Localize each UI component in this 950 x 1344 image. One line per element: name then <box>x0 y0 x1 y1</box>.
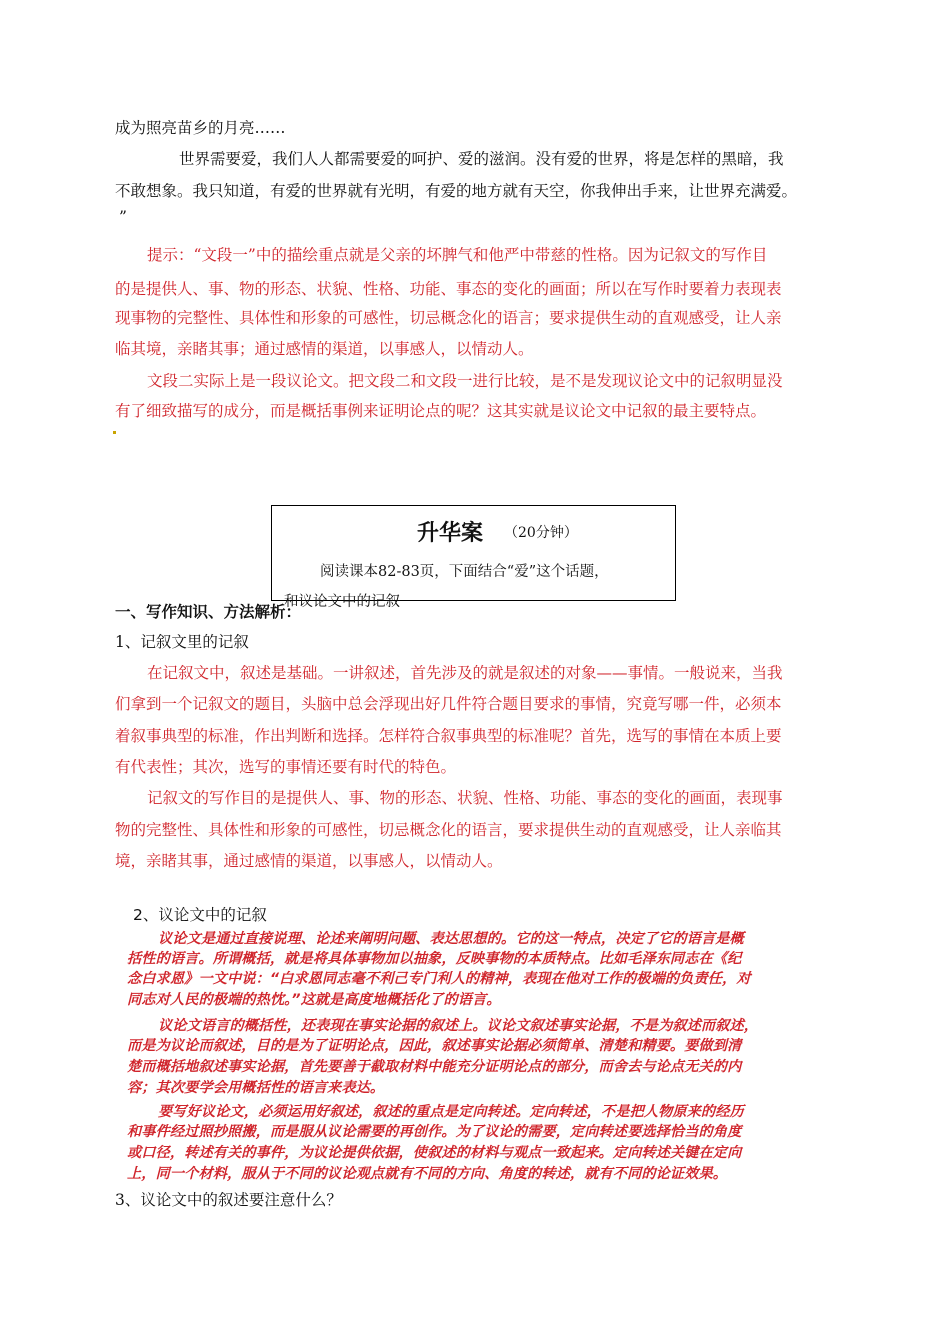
item-heading: 3、议论文中的叙述要注意什么？ <box>115 1191 342 1209</box>
handwritten-line: 议论文语言的概括性，还表现在事实论据的叙述上。议论文叙述事实论据，不是为叙述而叙述， <box>158 1018 759 1034</box>
paragraph-line: 着叙事典型的标准，作出判断和选择。怎样符合叙事典型的标准呢？首先，选写的事情在本质上要 <box>115 727 782 745</box>
box-title: 升华案 <box>417 521 484 546</box>
box-text: 阅读课本82-83页，下面结合“爱”这个话题， <box>320 564 609 580</box>
stray-mark <box>113 431 116 434</box>
intro-line: 成为照亮苗乡的月亮…… <box>115 119 286 137</box>
handwritten-line: 容；其次要学会用概括性的语言来表达。 <box>127 1080 385 1096</box>
hint-line: 有了细致描写的成分，而是概括事例来证明论点的呢？这其实就是议论文中记叙的最主要特点。 <box>115 402 767 420</box>
paragraph-line: 在记叙文中，叙述是基础。一讲叙述，首先涉及的就是叙述的对象——事情。一般说来，当我 <box>147 664 783 682</box>
intro-paragraph-line: ” <box>119 208 127 226</box>
item-heading: 1、记叙文里的记叙 <box>115 633 249 651</box>
paragraph-line: 们拿到一个记叙文的题目，头脑中总会浮现出好几件符合题目要求的事情，究竟写哪一件，必须本 <box>115 695 782 713</box>
intro-paragraph-line: 不敢想象。我只知道，有爱的世界就有光明，有爱的地方就有天空，你我伸出手来，让世界充满爱。 <box>115 182 798 200</box>
paragraph-line: 物的完整性、具体性和形象的可感性，切忌概念化的语言，要求提供生动的直观感受，让人亲临其 <box>115 821 782 839</box>
box-subtitle: （20分钟） <box>504 525 578 541</box>
paragraph-line: 记叙文的写作目的是提供人、事、物的形态、状貌、性格、功能、事态的变化的画面，表现事 <box>147 789 783 807</box>
hint-line: 临其境，亲睹其事；通过感情的渠道，以事感人，以情动人。 <box>115 340 534 358</box>
handwritten-line: 而是为议论而叙述，目的是为了证明论点，因此，叙述事实论据必须简单、清楚和精要。要做到清 <box>127 1038 742 1054</box>
handwritten-line: 上，同一个材料，服从于不同的议论观点就有不同的方向、角度的转述，就有不同的论证效果。 <box>127 1166 728 1182</box>
upgrade-box <box>271 505 676 610</box>
paragraph-line: 境，亲睹其事，通过感情的渠道，以事感人，以情动人。 <box>115 852 503 870</box>
paragraph-line: 有代表性；其次，选写的事情还要有时代的特色。 <box>115 758 457 776</box>
handwritten-line: 念白求恩》一文中说：“白求恩同志毫不利己专门利人的精神，表现在他对工作的极端的负责任，对 <box>127 971 751 987</box>
intro-paragraph-line: 世界需要爱，我们人人都需要爱的呵护、爱的滋润。没有爱的世界，将是怎样的黑暗，我 <box>179 150 784 168</box>
item-heading: 2、议论文中的记叙 <box>133 906 267 924</box>
handwritten-line: 括性的语言。所谓概括，就是将具体事物加以抽象，反映事物的本质特点。比如毛泽东同志在《纪 <box>127 951 742 967</box>
handwritten-line: 或口径，转述有关的事件，为议论提供依据，使叙述的材料与观点一致起来。定向转述关键在定向 <box>127 1145 742 1161</box>
box-cut-text: 和议论文中的记叙 <box>284 594 400 610</box>
hint-line: 的是提供人、事、物的形态、状貌、性格、功能、事态的变化的画面；所以在写作时要着力表现表 <box>115 280 782 298</box>
section-heading: 一、写作知识、方法解析： <box>115 603 302 621</box>
hint-line: 现事物的完整性、具体性和形象的可感性，切忌概念化的语言；要求提供生动的直观感受，让人亲 <box>115 309 782 327</box>
hint-line: 提示：“文段一”中的描绘重点就是父亲的坏脾气和他严中带慈的性格。因为记叙文的写作目 <box>147 246 768 264</box>
handwritten-line: 议论文是通过直接说理、论述来阐明问题、表达思想的。它的这一特点，决定了它的语言是概 <box>158 931 744 947</box>
handwritten-line: 楚而概括地叙述事实论据，首先要善于截取材料中能充分证明论点的部分，而舍去与论点无关的内 <box>127 1059 742 1075</box>
handwritten-line: 和事件经过照抄照搬，而是服从议论需要的再创作。为了议论的需要，定向转述要选择恰当的角度 <box>127 1124 742 1140</box>
handwritten-line: 要写好议论文，必须运用好叙述，叙述的重点是定向转述。定向转述，不是把人物原来的经历 <box>158 1104 744 1120</box>
hint-line: 文段二实际上是一段议论文。把文段二和文段一进行比较，是不是发现议论文中的记叙明显没 <box>147 372 783 390</box>
handwritten-line: 同志对人民的极端的热忱。”这就是高度地概括化了的语言。 <box>127 992 501 1008</box>
